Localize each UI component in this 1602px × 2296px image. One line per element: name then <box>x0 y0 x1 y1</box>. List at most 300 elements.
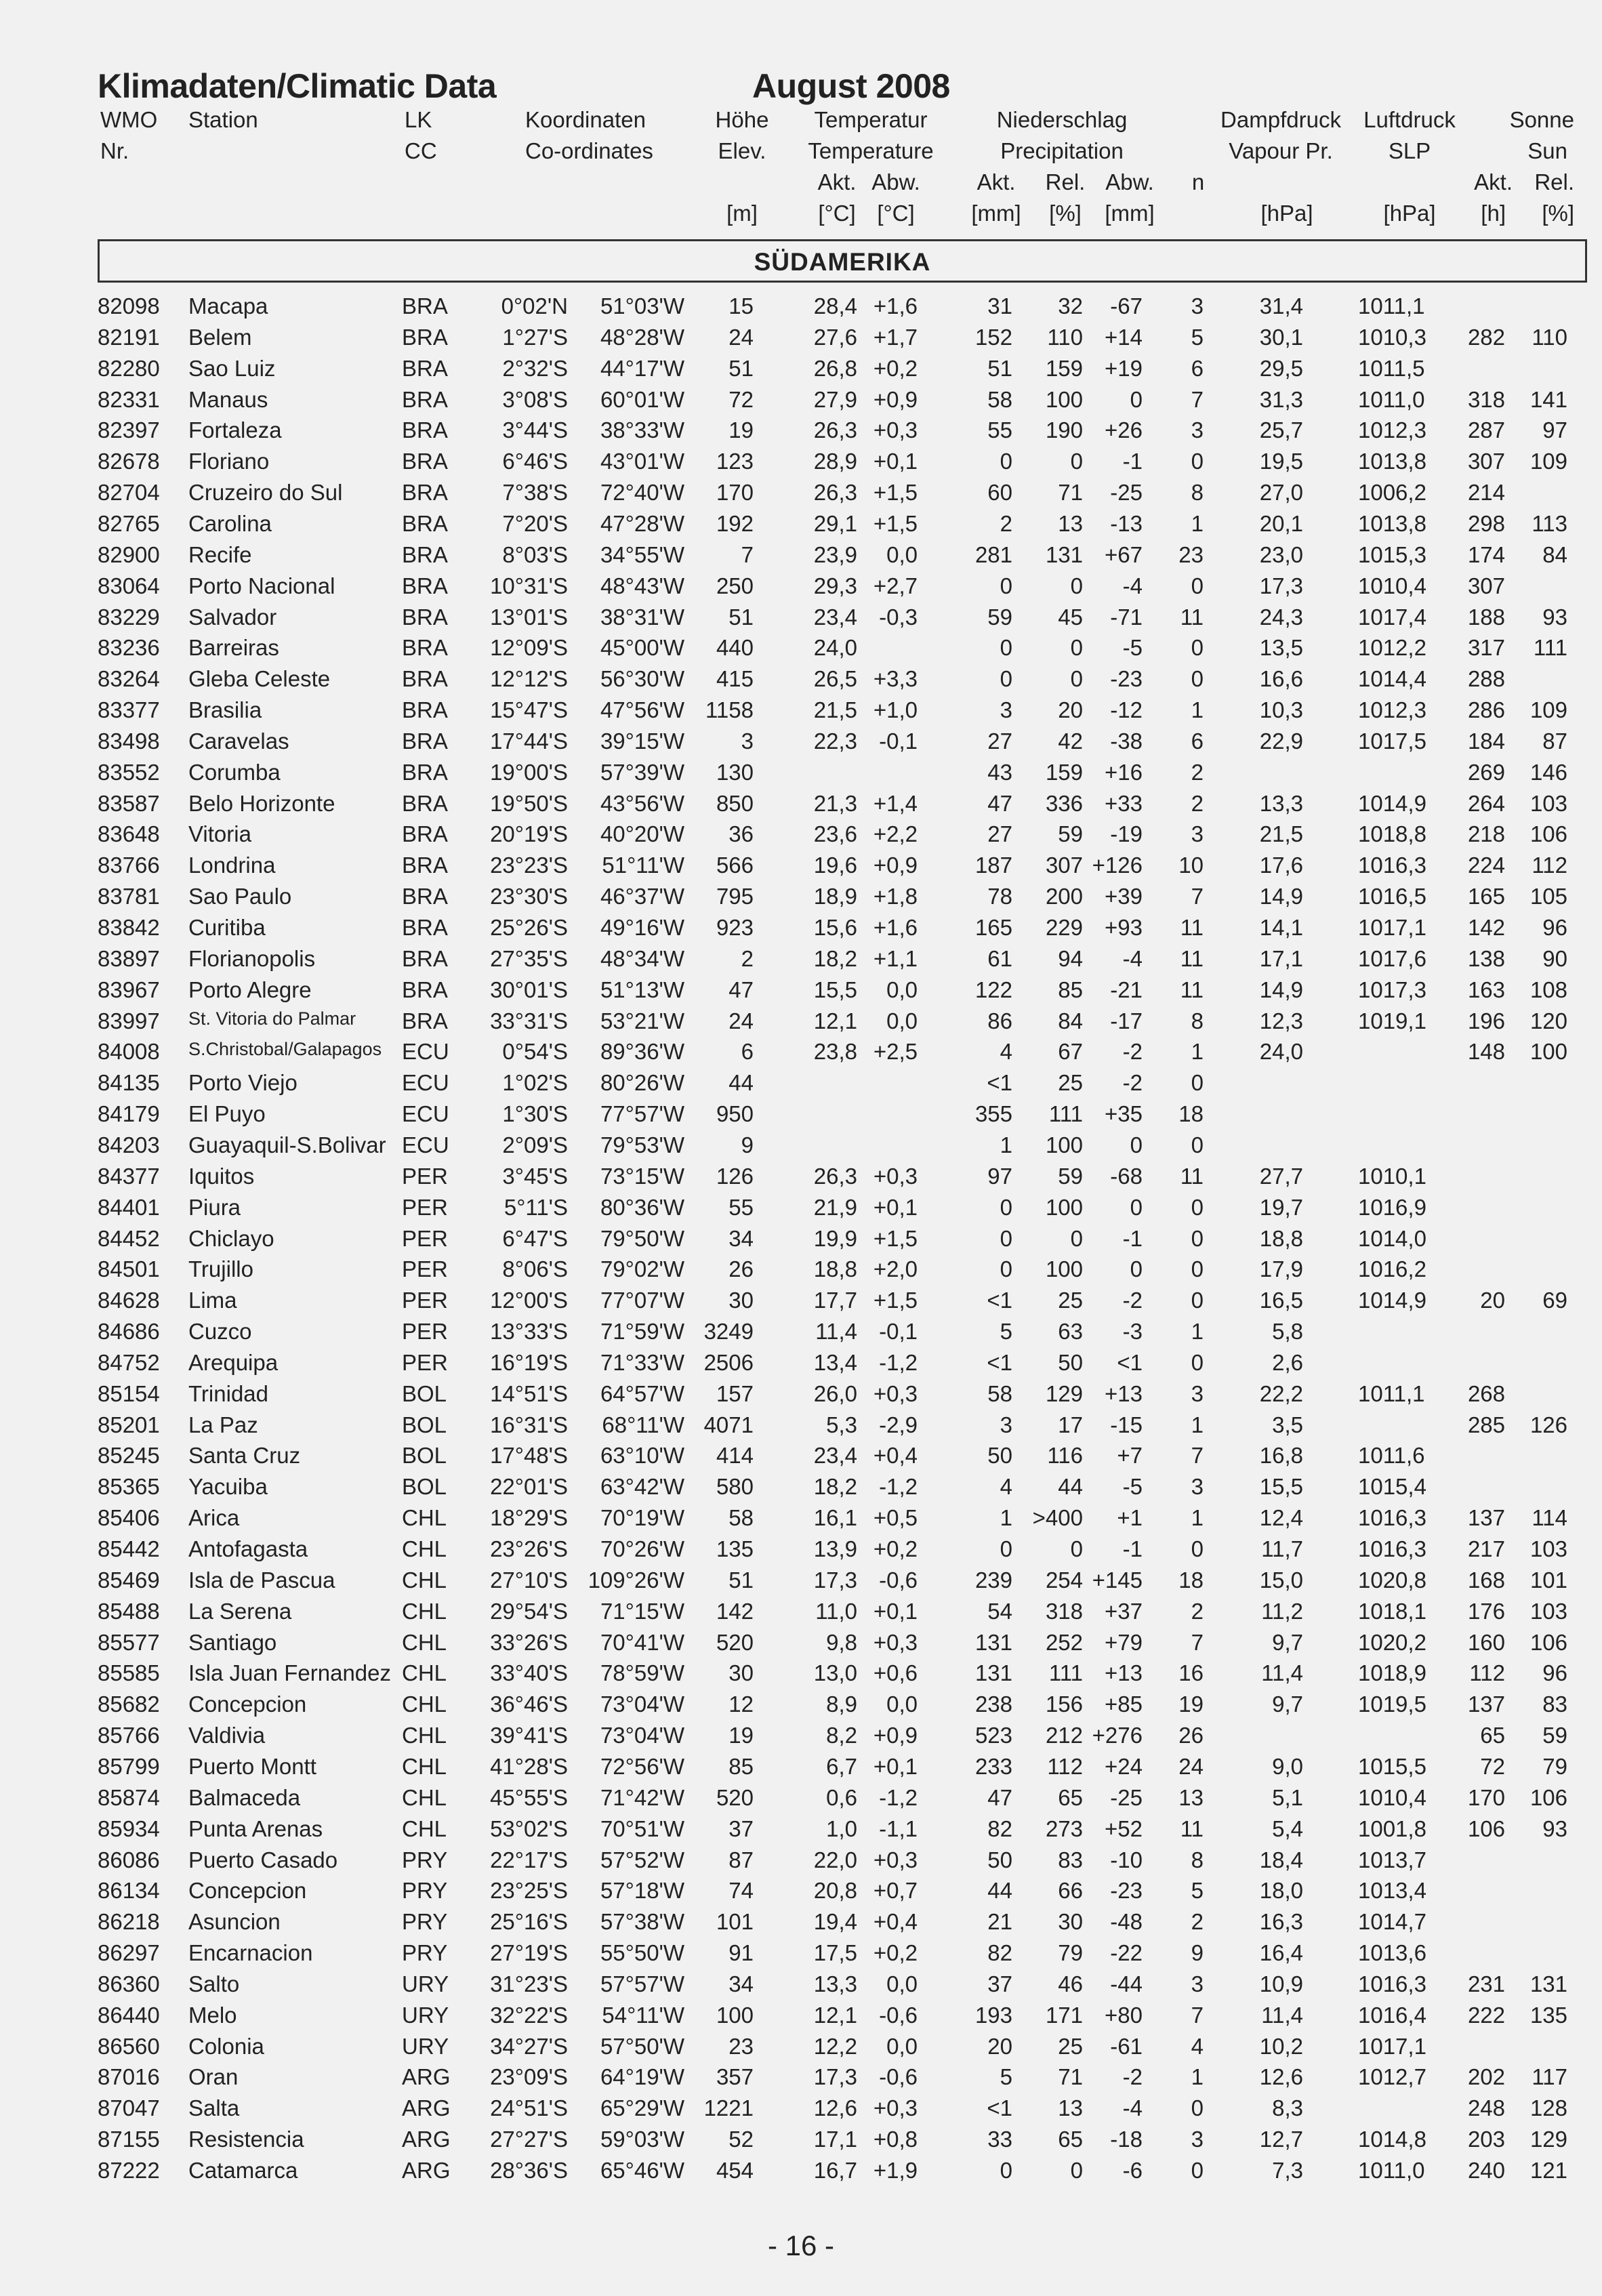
temp-akt-cell: 17,5 <box>813 1940 857 1966</box>
table-row <box>0 2034 1602 2065</box>
wmo-nr-cell: 86297 <box>98 1940 160 1966</box>
table-row <box>0 1505 1602 1536</box>
vapour-pressure-cell: 2,6 <box>1272 1349 1303 1375</box>
vapour-pressure-cell: 9,7 <box>1272 1692 1303 1717</box>
station-name-cell: Lima <box>188 1288 237 1313</box>
wmo-nr-cell: 84686 <box>98 1319 160 1345</box>
temp-abw-cell: +1,5 <box>873 480 918 506</box>
header-hoehe: Höhe <box>715 107 769 132</box>
wmo-nr-cell: 84377 <box>98 1163 160 1189</box>
prec-rel-cell: 13 <box>1058 510 1083 536</box>
wmo-nr-cell: 84135 <box>98 1070 160 1096</box>
temp-abw-cell: -2,9 <box>879 1412 918 1437</box>
prec-days-cell: 2 <box>1191 759 1204 785</box>
header-sun-unit-akt: [h] <box>1481 201 1506 226</box>
longitude-cell: 80°26'W <box>600 1070 684 1096</box>
header-prec-unit-akt: [mm] <box>971 201 1021 226</box>
longitude-cell: 70°19'W <box>600 1505 684 1531</box>
table-row <box>0 1443 1602 1474</box>
sun-akt-cell: 269 <box>1467 759 1505 785</box>
header-sun-akt: Akt. <box>1474 169 1513 194</box>
wmo-nr-cell: 85245 <box>98 1443 160 1469</box>
longitude-cell: 64°57'W <box>600 1380 684 1406</box>
prec-abw-cell: +7 <box>1117 1443 1143 1469</box>
vapour-pressure-cell: 5,8 <box>1272 1319 1303 1345</box>
prec-days-cell: 0 <box>1191 635 1204 661</box>
wmo-nr-cell: 84752 <box>98 1349 160 1375</box>
table-row <box>0 1164 1602 1195</box>
wmo-nr-cell: 85766 <box>98 1723 160 1748</box>
station-name-cell: La Paz <box>188 1412 258 1437</box>
station-name-cell: Punta Arenas <box>188 1816 323 1841</box>
table-row <box>0 449 1602 480</box>
prec-days-cell: 26 <box>1178 1723 1204 1748</box>
prec-akt-cell: 152 <box>974 324 1012 350</box>
elevation-cell: 6 <box>741 1039 754 1065</box>
country-code-cell: BRA <box>402 759 448 785</box>
longitude-cell: 63°10'W <box>600 1443 684 1469</box>
prec-abw-cell: -2 <box>1122 1070 1143 1096</box>
longitude-cell: 51°13'W <box>600 977 684 1002</box>
prec-days-cell: 1 <box>1191 1039 1204 1065</box>
longitude-cell: 79°50'W <box>600 1225 684 1251</box>
longitude-cell: 65°46'W <box>600 2158 684 2183</box>
prec-abw-cell: 0 <box>1130 1194 1143 1220</box>
elevation-cell: 2 <box>741 945 754 971</box>
wmo-nr-cell: 83236 <box>98 635 160 661</box>
prec-akt-cell: 54 <box>987 1598 1012 1624</box>
prec-days-cell: 8 <box>1191 1847 1204 1872</box>
sun-akt-cell: 188 <box>1467 604 1505 630</box>
sun-rel-cell: 100 <box>1529 1039 1567 1065</box>
wmo-nr-cell: 82900 <box>98 541 160 567</box>
station-name-cell: Sao Paulo <box>188 884 292 909</box>
sea-level-pressure-cell: 1012,3 <box>1358 417 1426 443</box>
temp-abw-cell: -0,6 <box>879 2064 918 2090</box>
latitude-cell: 33°26'S <box>490 1629 568 1655</box>
sea-level-pressure-cell: 1017,6 <box>1358 945 1426 971</box>
prec-abw-cell: -3 <box>1122 1319 1143 1345</box>
temp-abw-cell: -0,6 <box>879 2002 918 2028</box>
wmo-nr-cell: 84203 <box>98 1132 160 1157</box>
temp-akt-cell: 26,8 <box>813 355 857 381</box>
prec-days-cell: 11 <box>1180 604 1204 630</box>
wmo-nr-cell: 87016 <box>98 2064 160 2090</box>
elevation-cell: 52 <box>728 2127 754 2152</box>
header-coordinates: Co-ordinates <box>525 138 653 163</box>
page-title: Klimadaten/Climatic Data <box>98 67 497 105</box>
sun-rel-cell: 111 <box>1533 635 1567 661</box>
latitude-cell: 20°19'S <box>490 821 568 847</box>
country-code-cell: PER <box>402 1194 448 1220</box>
latitude-cell: 1°02'S <box>502 1070 568 1096</box>
wmo-nr-cell: 82704 <box>98 480 160 506</box>
station-name-cell: Manaus <box>188 386 268 412</box>
wmo-nr-cell: 82397 <box>98 417 160 443</box>
prec-days-cell: 0 <box>1191 2158 1204 2183</box>
sea-level-pressure-cell: 1017,5 <box>1358 728 1426 754</box>
temp-abw-cell: +1,5 <box>873 510 918 536</box>
sun-akt-cell: 176 <box>1467 1598 1505 1624</box>
sea-level-pressure-cell: 1016,3 <box>1358 1505 1426 1531</box>
prec-akt-cell: 0 <box>1000 1256 1012 1282</box>
prec-days-cell: 7 <box>1191 386 1204 412</box>
prec-abw-cell: -38 <box>1110 728 1143 754</box>
latitude-cell: 27°10'S <box>490 1567 568 1593</box>
prec-days-cell: 3 <box>1191 821 1204 847</box>
prec-akt-cell: 78 <box>987 884 1012 909</box>
table-row <box>0 325 1602 356</box>
prec-days-cell: 24 <box>1178 1753 1204 1779</box>
elevation-cell: 126 <box>716 1163 754 1189</box>
temp-akt-cell: 5,3 <box>826 1412 857 1437</box>
prec-akt-cell: 27 <box>987 821 1012 847</box>
prec-akt-cell: 55 <box>987 417 1012 443</box>
sun-akt-cell: 214 <box>1467 480 1505 506</box>
latitude-cell: 8°06'S <box>502 1256 568 1282</box>
station-name-cell: Concepcion <box>188 1878 307 1904</box>
sun-rel-cell: 96 <box>1542 1660 1567 1686</box>
wmo-nr-cell: 85488 <box>98 1598 160 1624</box>
prec-abw-cell: 0 <box>1130 1132 1143 1157</box>
elevation-cell: 357 <box>716 2064 754 2090</box>
sun-akt-cell: 307 <box>1467 573 1505 598</box>
sea-level-pressure-cell: 1010,3 <box>1358 324 1426 350</box>
prec-abw-cell: -4 <box>1122 573 1143 598</box>
prec-akt-cell: 131 <box>974 1660 1012 1686</box>
station-name-cell: Corumba <box>188 759 281 785</box>
temp-akt-cell: 17,7 <box>813 1288 857 1313</box>
table-row <box>0 542 1602 573</box>
vapour-pressure-cell: 16,3 <box>1259 1909 1303 1935</box>
sun-akt-cell: 268 <box>1467 1380 1505 1406</box>
longitude-cell: 49°16'W <box>600 915 684 940</box>
temp-akt-cell: 12,1 <box>813 2002 857 2028</box>
country-code-cell: CHL <box>402 1723 447 1748</box>
elevation-cell: 72 <box>728 386 754 412</box>
prec-abw-cell: +13 <box>1105 1660 1143 1686</box>
sun-akt-cell: 285 <box>1467 1412 1505 1437</box>
temp-akt-cell: 26,0 <box>813 1380 857 1406</box>
longitude-cell: 64°19'W <box>600 2064 684 2090</box>
latitude-cell: 7°38'S <box>502 480 568 506</box>
prec-rel-cell: 25 <box>1058 1070 1083 1096</box>
table-row <box>0 293 1602 325</box>
latitude-cell: 6°47'S <box>502 1225 568 1251</box>
longitude-cell: 47°28'W <box>600 510 684 536</box>
table-row <box>0 1692 1602 1723</box>
temp-abw-cell: -1,1 <box>879 1816 918 1841</box>
station-name-cell: Guayaquil-S.Bolivar <box>188 1132 386 1157</box>
longitude-cell: 109°26'W <box>588 1567 684 1593</box>
table-row <box>0 1878 1602 1909</box>
prec-akt-cell: 44 <box>987 1878 1012 1904</box>
vapour-pressure-cell: 11,7 <box>1261 1536 1303 1561</box>
longitude-cell: 56°30'W <box>600 666 684 692</box>
vapour-pressure-cell: 12,7 <box>1259 2127 1303 2152</box>
table-row <box>0 2127 1602 2158</box>
prec-days-cell: 16 <box>1178 1660 1204 1686</box>
latitude-cell: 39°41'S <box>490 1723 568 1748</box>
station-name-cell: Caravelas <box>188 728 289 754</box>
elevation-cell: 7 <box>741 541 754 567</box>
prec-days-cell: 0 <box>1191 2095 1204 2121</box>
prec-abw-cell: -68 <box>1110 1163 1143 1189</box>
temp-abw-cell: +0,3 <box>873 1380 918 1406</box>
prec-rel-cell: 45 <box>1058 604 1083 630</box>
sea-level-pressure-cell: 1016,5 <box>1358 884 1426 909</box>
vapour-pressure-cell: 14,1 <box>1259 915 1303 940</box>
country-code-cell: ECU <box>402 1101 449 1127</box>
header-slp-unit: [hPa] <box>1383 201 1436 226</box>
latitude-cell: 17°48'S <box>490 1443 568 1469</box>
prec-days-cell: 2 <box>1191 1598 1204 1624</box>
temp-abw-cell: 0,0 <box>886 1971 918 1996</box>
prec-rel-cell: 46 <box>1058 1971 1083 1996</box>
prec-days-cell: 1 <box>1191 697 1204 723</box>
station-name-cell: Oran <box>188 2064 239 2090</box>
station-name-cell: Trinidad <box>188 1380 268 1406</box>
wmo-nr-cell: 87222 <box>98 2158 160 2183</box>
header-sun-rel: Rel. <box>1534 169 1574 194</box>
temp-akt-cell: 16,1 <box>813 1505 857 1531</box>
prec-rel-cell: 100 <box>1045 1194 1083 1220</box>
prec-akt-cell: 0 <box>1000 1536 1012 1561</box>
prec-abw-cell: -15 <box>1110 1412 1143 1437</box>
elevation-cell: 44 <box>728 1070 754 1096</box>
temp-akt-cell: 12,1 <box>813 1008 857 1033</box>
prec-days-cell: 23 <box>1178 541 1204 567</box>
table-row <box>0 2158 1602 2189</box>
latitude-cell: 19°50'S <box>490 790 568 816</box>
prec-days-cell: 0 <box>1191 449 1204 474</box>
vapour-pressure-cell: 18,0 <box>1259 1878 1303 1904</box>
latitude-cell: 29°54'S <box>490 1598 568 1624</box>
longitude-cell: 38°31'W <box>600 604 684 630</box>
prec-abw-cell: +126 <box>1092 853 1143 878</box>
sun-akt-cell: 264 <box>1467 790 1505 816</box>
longitude-cell: 48°34'W <box>600 945 684 971</box>
elevation-cell: 36 <box>728 821 754 847</box>
temp-abw-cell: +0,3 <box>873 1847 918 1872</box>
latitude-cell: 27°19'S <box>490 1940 568 1966</box>
prec-rel-cell: 252 <box>1045 1629 1083 1655</box>
prec-akt-cell: 187 <box>974 853 1012 878</box>
header-lk: LK <box>405 107 432 132</box>
prec-rel-cell: 318 <box>1045 1598 1083 1624</box>
country-code-cell: BRA <box>402 977 448 1002</box>
wmo-nr-cell: 85406 <box>98 1505 160 1531</box>
sea-level-pressure-cell: 1011,0 <box>1358 386 1425 412</box>
prec-akt-cell: 0 <box>1000 635 1012 661</box>
sea-level-pressure-cell: 1018,1 <box>1358 1598 1426 1624</box>
prec-rel-cell: 65 <box>1058 2127 1083 2152</box>
prec-days-cell: 1 <box>1191 510 1204 536</box>
elevation-cell: 51 <box>728 604 754 630</box>
prec-akt-cell: 3 <box>1000 697 1012 723</box>
wmo-nr-cell: 83264 <box>98 666 160 692</box>
prec-rel-cell: 66 <box>1058 1878 1083 1904</box>
prec-akt-cell: 3 <box>1000 1412 1012 1437</box>
prec-abw-cell: -1 <box>1122 1536 1143 1561</box>
wmo-nr-cell: 84179 <box>98 1101 160 1127</box>
table-row <box>0 387 1602 418</box>
prec-abw-cell: +85 <box>1105 1692 1143 1717</box>
table-row <box>0 604 1602 636</box>
temp-abw-cell: +2,2 <box>873 821 918 847</box>
latitude-cell: 6°46'S <box>502 449 568 474</box>
prec-abw-cell: -18 <box>1110 2127 1143 2152</box>
sun-rel-cell: 93 <box>1542 604 1567 630</box>
elevation-cell: 100 <box>716 2002 754 2028</box>
prec-rel-cell: 100 <box>1045 1132 1083 1157</box>
sea-level-pressure-cell: 1016,3 <box>1358 1536 1426 1561</box>
header-vapour-pr: Vapour Pr. <box>1229 138 1333 163</box>
temp-abw-cell: +0,5 <box>873 1505 918 1531</box>
prec-rel-cell: 13 <box>1058 2095 1083 2121</box>
longitude-cell: 57°39'W <box>600 759 684 785</box>
sun-rel-cell: 135 <box>1529 2002 1567 2028</box>
latitude-cell: 0°54'S <box>502 1039 568 1065</box>
station-name-cell: Belem <box>188 324 252 350</box>
sun-akt-cell: 138 <box>1467 945 1505 971</box>
prec-abw-cell: -4 <box>1122 945 1143 971</box>
vapour-pressure-cell: 18,8 <box>1259 1225 1303 1251</box>
prec-rel-cell: 0 <box>1070 449 1083 474</box>
temp-abw-cell: +0,8 <box>873 2127 918 2152</box>
sea-level-pressure-cell: 1020,8 <box>1358 1567 1426 1593</box>
country-code-cell: BRA <box>402 821 448 847</box>
prec-abw-cell: -44 <box>1110 1971 1143 1996</box>
vapour-pressure-cell: 14,9 <box>1259 977 1303 1002</box>
prec-days-cell: 11 <box>1180 1163 1204 1189</box>
header-prec-unit-rel: [%] <box>1049 201 1082 226</box>
wmo-nr-cell: 83766 <box>98 853 160 878</box>
prec-rel-cell: 85 <box>1058 977 1083 1002</box>
elevation-cell: 1221 <box>703 2095 754 2121</box>
longitude-cell: 72°40'W <box>600 480 684 506</box>
country-code-cell: BRA <box>402 915 448 940</box>
country-code-cell: URY <box>402 1971 449 1996</box>
vapour-pressure-cell: 24,3 <box>1259 604 1303 630</box>
temp-akt-cell: 16,7 <box>813 2158 857 2183</box>
prec-abw-cell: +93 <box>1105 915 1143 940</box>
elevation-cell: 30 <box>728 1288 754 1313</box>
temp-akt-cell: 1,0 <box>826 1816 857 1841</box>
sun-rel-cell: 106 <box>1529 821 1567 847</box>
temp-abw-cell: +0,9 <box>873 1723 918 1748</box>
prec-rel-cell: 84 <box>1058 1008 1083 1033</box>
longitude-cell: 39°15'W <box>600 728 684 754</box>
prec-rel-cell: 112 <box>1047 1753 1083 1779</box>
table-row <box>0 760 1602 791</box>
elevation-cell: 250 <box>716 573 754 598</box>
elevation-cell: 3249 <box>703 1319 754 1345</box>
header-elev-unit: [m] <box>726 201 758 226</box>
sun-rel-cell: 106 <box>1529 1629 1567 1655</box>
vapour-pressure-cell: 17,9 <box>1259 1256 1303 1282</box>
sun-akt-cell: 218 <box>1467 821 1505 847</box>
country-code-cell: CHL <box>402 1660 447 1686</box>
vapour-pressure-cell: 20,1 <box>1259 510 1303 536</box>
longitude-cell: 48°28'W <box>600 324 684 350</box>
country-code-cell: ARG <box>402 2158 451 2183</box>
header-vp-unit: [hPa] <box>1260 201 1313 226</box>
elevation-cell: 192 <box>716 510 754 536</box>
station-name-cell: Carolina <box>188 510 272 536</box>
prec-days-cell: 8 <box>1191 1008 1204 1033</box>
sea-level-pressure-cell: 1017,1 <box>1358 915 1426 940</box>
sea-level-pressure-cell: 1015,4 <box>1358 1474 1426 1500</box>
sun-akt-cell: 202 <box>1467 2064 1505 2090</box>
wmo-nr-cell: 86086 <box>98 1847 160 1872</box>
sea-level-pressure-cell: 1013,7 <box>1358 1847 1426 1872</box>
sea-level-pressure-cell: 1013,8 <box>1358 449 1426 474</box>
table-row <box>0 1101 1602 1132</box>
station-name-cell: Encarnacion <box>188 1940 313 1966</box>
prec-abw-cell: +33 <box>1105 790 1143 816</box>
table-row <box>0 1940 1602 1971</box>
country-code-cell: BRA <box>402 790 448 816</box>
longitude-cell: 73°15'W <box>600 1163 684 1189</box>
sun-rel-cell: 101 <box>1529 1567 1567 1593</box>
temp-akt-cell: 22,3 <box>813 728 857 754</box>
latitude-cell: 22°01'S <box>490 1474 568 1500</box>
prec-akt-cell: 58 <box>987 386 1012 412</box>
elevation-cell: 580 <box>716 1474 754 1500</box>
prec-abw-cell: +19 <box>1105 355 1143 381</box>
sun-akt-cell: 112 <box>1469 1660 1505 1686</box>
elevation-cell: 130 <box>716 759 754 785</box>
prec-days-cell: 0 <box>1191 1256 1204 1282</box>
temp-akt-cell: 19,4 <box>813 1909 857 1935</box>
prec-rel-cell: 254 <box>1045 1567 1083 1593</box>
temp-abw-cell: +1,5 <box>873 1225 918 1251</box>
prec-days-cell: 11 <box>1180 945 1204 971</box>
prec-abw-cell: +276 <box>1092 1723 1143 1748</box>
prec-rel-cell: 59 <box>1058 1163 1083 1189</box>
sun-akt-cell: 142 <box>1467 915 1505 940</box>
elevation-cell: 135 <box>716 1536 754 1561</box>
country-code-cell: BRA <box>402 417 448 443</box>
country-code-cell: PRY <box>402 1878 448 1904</box>
station-name-cell: Fortaleza <box>188 417 282 443</box>
sea-level-pressure-cell: 1013,4 <box>1358 1878 1426 1904</box>
elevation-cell: 34 <box>728 1971 754 1996</box>
sea-level-pressure-cell: 1014,4 <box>1358 666 1426 692</box>
sea-level-pressure-cell: 1018,9 <box>1358 1660 1426 1686</box>
prec-days-cell: 0 <box>1191 573 1204 598</box>
elevation-cell: 51 <box>728 355 754 381</box>
header-sun-unit-rel: [%] <box>1542 201 1574 226</box>
vapour-pressure-cell: 9,0 <box>1272 1753 1303 1779</box>
region-header-box <box>98 239 1587 283</box>
table-row <box>0 1350 1602 1381</box>
table-row <box>0 2064 1602 2095</box>
prec-rel-cell: 131 <box>1045 541 1083 567</box>
longitude-cell: 57°52'W <box>600 1847 684 1872</box>
sun-akt-cell: 298 <box>1467 510 1505 536</box>
table-row <box>0 853 1602 884</box>
sea-level-pressure-cell: 1012,7 <box>1358 2064 1426 2090</box>
country-code-cell: CHL <box>402 1505 447 1531</box>
prec-rel-cell: 0 <box>1070 573 1083 598</box>
temp-akt-cell: 27,6 <box>813 324 857 350</box>
prec-days-cell: 3 <box>1191 417 1204 443</box>
prec-rel-cell: 94 <box>1058 945 1083 971</box>
prec-rel-cell: 190 <box>1045 417 1083 443</box>
temp-akt-cell: 11,4 <box>815 1319 857 1345</box>
